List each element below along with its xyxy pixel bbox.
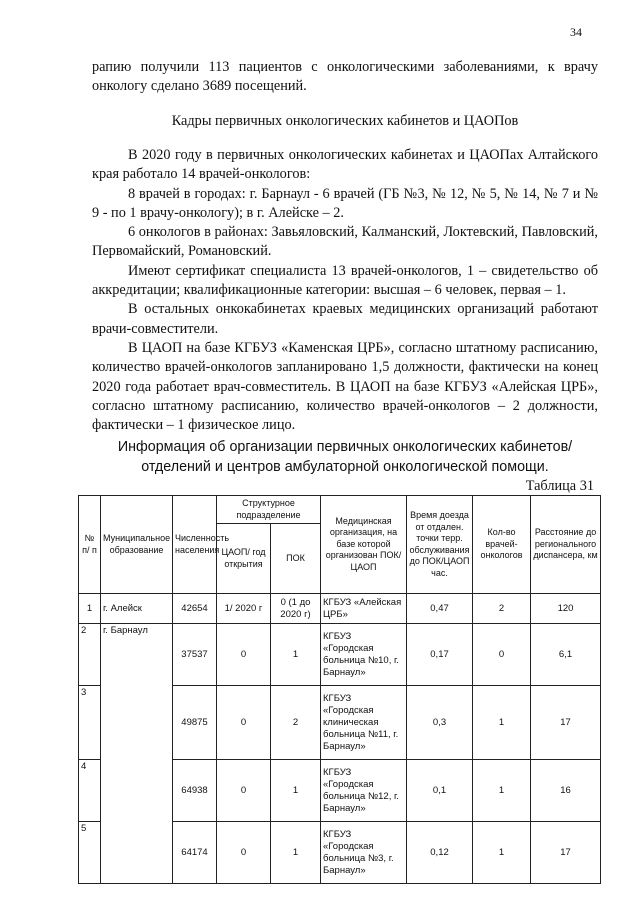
cell-doctors: 1 (473, 760, 531, 822)
cell-time: 0,47 (407, 594, 473, 624)
cell-distance: 17 (531, 822, 601, 884)
cell-municipality (101, 686, 173, 760)
cell-org: КГБУЗ «Городская больница №3, г. Барнаул» (321, 822, 407, 884)
cell-num: 4 (79, 760, 101, 822)
data-table (78, 495, 601, 884)
header-num: № п/ п (79, 496, 101, 594)
table-row (79, 760, 601, 822)
cell-num: 5 (79, 822, 101, 884)
cell-num: 2 (79, 624, 101, 686)
cell-doctors: 1 (473, 686, 531, 760)
cell-municipality: г. Алейск (101, 594, 173, 624)
cell-population: 64174 (173, 822, 217, 884)
paragraph-4: Имеют сертификат специалиста 13 врачей-онкологов, 1 – свидетельство об аккредитации; квалификационные категории: высшая – 6 человек, первая – 1. (92, 262, 598, 299)
cell-doctors: 1 (473, 822, 531, 884)
cell-population: 42654 (173, 594, 217, 624)
table-row (79, 822, 601, 884)
table-row (79, 594, 601, 624)
paragraph-1: В 2020 году в первичных онкологических кабинетах и ЦАОПах Алтайского края работало 14 врачей-онкологов: (92, 147, 598, 183)
cell-pok: 1 (271, 624, 321, 686)
paragraph-6: В ЦАОП на базе КГБУЗ «Каменская ЦРБ», согласно штатному расписанию, количество врачей-онкологов запланировано 1,5 должности, фактически на конец 2020 года работает врач-совместитель. В ЦАОП на базе КГБУЗ «Алейская ЦРБ», согласно штатному расписанию, количество врачей-онкологов – 2 должности, фактически – 1 физическое лицо. (92, 339, 598, 434)
paragraph-2: 8 врачей в городах: г. Барнаул - 6 врачей (ГБ №3, № 12, № 5, № 14, № 7 и № 9 - по 1 врачу-онкологу); в г. Алейске – 2. (92, 185, 598, 221)
section-heading: Кадры первичных онкологических кабинетов и ЦАОПов (171, 113, 519, 129)
cell-caop: 1/ 2020 г (217, 594, 271, 624)
cell-distance: 120 (531, 594, 601, 624)
cell-pok: 1 (271, 760, 321, 822)
table-row (79, 624, 601, 686)
table-label: Таблица 31 (525, 478, 594, 494)
cell-population: 37537 (173, 624, 217, 686)
header-caop: ЦАОП/ год открытия (217, 524, 271, 594)
cell-pok: 0 (1 до 2020 г) (271, 594, 321, 624)
cell-caop: 0 (217, 624, 271, 686)
cell-pok: 2 (271, 686, 321, 760)
cell-municipality: г. Барнаул (101, 624, 173, 686)
cell-num: 3 (79, 686, 101, 760)
table-row (79, 686, 601, 760)
paragraph-5: В остальных онкокабинетах краевых медицинских организаций работают врачи-совместители. (92, 301, 598, 337)
intro-paragraph-block (92, 58, 598, 97)
cell-pok: 1 (271, 822, 321, 884)
body-text (92, 146, 598, 435)
cell-time: 0,12 (407, 822, 473, 884)
cell-population: 49875 (173, 686, 217, 760)
cell-org: КГБУЗ «Городская клиническая больница №11, г. Барнаул» (321, 686, 407, 760)
cell-org: КГБУЗ «Городская больница №12, г. Барнаул» (321, 760, 407, 822)
header-structure: Структурное подразделение (217, 496, 321, 524)
cell-municipality (101, 760, 173, 822)
header-org: Медицинская организация, на базе которой организован ПОК/ ЦАОП (321, 496, 407, 594)
cell-caop: 0 (217, 760, 271, 822)
paragraph-3: 6 онкологов в районах: Завьяловский, Калманский, Локтевский, Павловский, Первомайский, Романовский. (92, 224, 598, 260)
header-population: Численность населения (173, 496, 217, 594)
cell-num: 1 (79, 594, 101, 624)
header-doctors: Кол-во врачей-онкологов (473, 496, 531, 594)
cell-distance: 17 (531, 686, 601, 760)
cell-org: КГБУЗ «Городская больница №10, г. Барнаул» (321, 624, 407, 686)
cell-distance: 6,1 (531, 624, 601, 686)
cell-caop: 0 (217, 822, 271, 884)
cell-population: 64938 (173, 760, 217, 822)
table-caption: Информация об организации первичных онкологических кабинетов/отделений и центров амбулаторной онкологической помощи. (117, 439, 573, 475)
cell-doctors: 2 (473, 594, 531, 624)
intro-paragraph: рапию получили 113 пациентов с онкологическими заболеваниями, к врачу онкологу сделано 3689 посещений. (92, 59, 598, 95)
cell-time: 0,1 (407, 760, 473, 822)
cell-org: КГБУЗ «Алейская ЦРБ» (321, 594, 407, 624)
cell-time: 0,3 (407, 686, 473, 760)
page-number: 34 (570, 25, 582, 39)
header-pok: ПОК (271, 524, 321, 594)
header-municipality: Муниципальное образование (101, 496, 173, 594)
cell-doctors: 0 (473, 624, 531, 686)
header-distance: Расстояние до регионального диспансера, км (531, 496, 601, 594)
cell-time: 0,17 (407, 624, 473, 686)
cell-caop: 0 (217, 686, 271, 760)
header-time: Время доезда от отдален. точки терр. обслуживания до ПОК/ЦАОП час. (407, 496, 473, 594)
cell-municipality (101, 822, 173, 884)
cell-distance: 16 (531, 760, 601, 822)
